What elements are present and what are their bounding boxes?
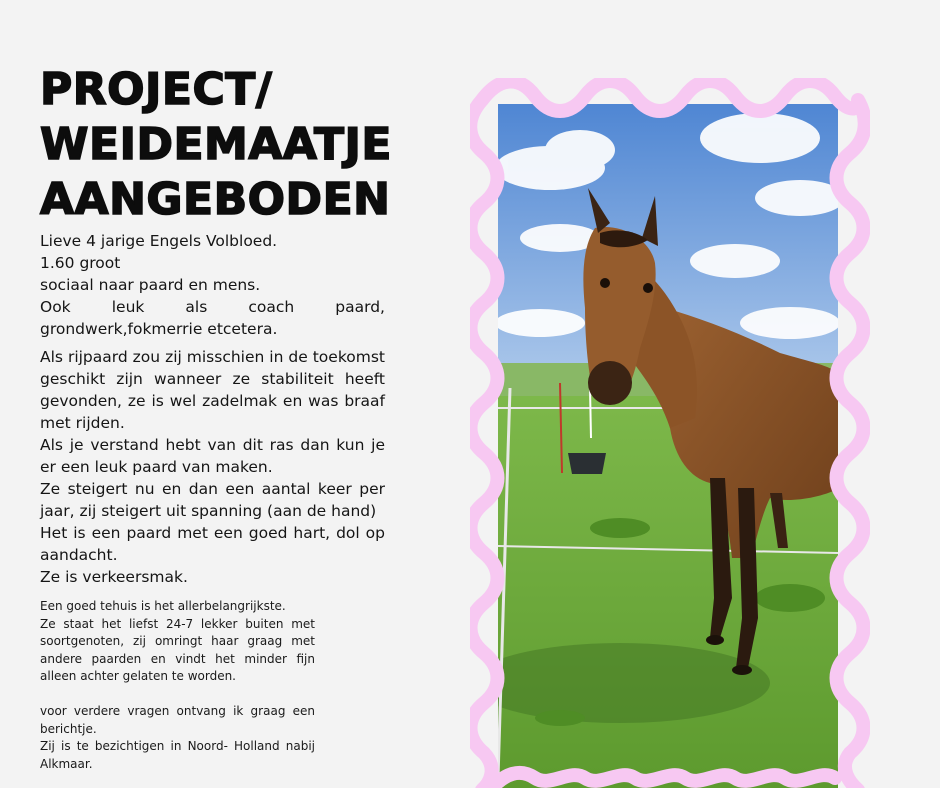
intro-line: sociaal naar paard en mens. bbox=[40, 276, 261, 294]
photo-content bbox=[470, 104, 845, 788]
intro-line: Ook leuk als coach paard, grondwerk,fokmerrie etcetera. bbox=[40, 298, 385, 338]
footer-paragraph: Een goed tehuis is het allerbelangrijkste. bbox=[40, 599, 286, 613]
detail-paragraph: Als je verstand hebt van dit ras dan kun je er een leuk paard van maken. bbox=[40, 436, 385, 476]
horse-shadow bbox=[470, 643, 770, 723]
intro-line: Lieve 4 jarige Engels Volbloed. bbox=[40, 232, 278, 250]
detail-paragraph: Ze steigert nu en dan een aantal keer per jaar, zij steigert uit spanning (aan de hand) bbox=[40, 480, 385, 520]
footer-paragraph: voor verdere vragen ontvang ik graag een berichtje. bbox=[40, 703, 315, 736]
description bbox=[40, 230, 385, 588]
footer-paragraph: Ze staat het liefst 24-7 lekker buiten met soortgenoten, zij omringt haar graag met andere paarden en vindt het minder fijn alleen achter gelaten te worden. bbox=[40, 616, 315, 684]
title-line-1: PROJECT/ bbox=[40, 64, 273, 115]
horse-photo bbox=[470, 78, 870, 788]
title-line-3: AANGEBODEN bbox=[40, 174, 391, 225]
fence-post bbox=[590, 388, 591, 438]
detail-paragraph: Als rijpaard zou zij misschien in de toekomst geschikt zijn wanneer ze stabiliteit heeft gevonden, ze is wel zadelmak en was braaf met rijden. bbox=[40, 348, 385, 432]
title-line-2: WEIDEMAATJE bbox=[40, 119, 392, 170]
intro-line: 1.60 groot bbox=[40, 254, 121, 272]
footer-text bbox=[40, 598, 315, 773]
horse-photo-frame bbox=[470, 78, 870, 788]
spacer bbox=[40, 686, 315, 703]
detail-paragraph: Het is een paard met een goed hart, dol op aandacht. bbox=[40, 524, 385, 564]
footer-paragraph: Zij is te bezichtigen in Noord- Holland nabij Alkmaar. bbox=[40, 739, 315, 771]
bucket bbox=[568, 453, 606, 474]
detail-paragraph: Ze is verkeersmak. bbox=[40, 568, 188, 586]
page-title bbox=[40, 62, 460, 227]
